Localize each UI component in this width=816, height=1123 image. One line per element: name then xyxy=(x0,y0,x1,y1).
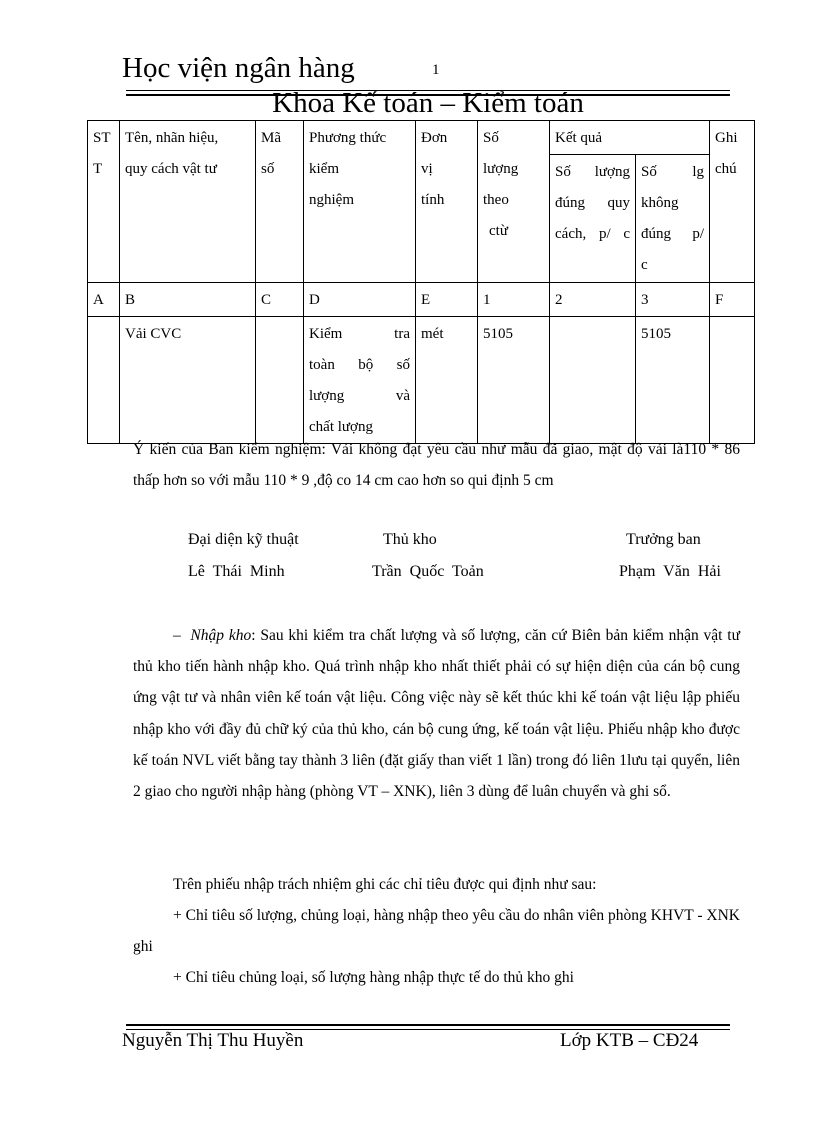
row-note xyxy=(710,317,755,444)
col-header-note: Ghi chú xyxy=(710,121,755,283)
signature-name-technical: Lê Thái Minh xyxy=(188,563,285,580)
signature-name-storekeeper: Trần Quốc Toản xyxy=(372,563,484,580)
signature-role-technical: Đại diện kỹ thuật xyxy=(188,531,299,548)
row-qty: 5105 xyxy=(478,317,550,444)
row-unit: mét xyxy=(416,317,478,444)
code-cell: 1 xyxy=(478,283,550,317)
code-cell: D xyxy=(304,283,416,317)
col-header-notok: Số lg không đúng p/ c xyxy=(636,155,710,283)
signature-role-head: Trưởng ban xyxy=(626,531,701,548)
col-header-result: Kết quả xyxy=(550,121,710,155)
code-cell: A xyxy=(88,283,120,317)
row-name: Vải CVC xyxy=(120,317,256,444)
row-method: Kiểm tra toàn bộ số lượng và chất lượng xyxy=(304,317,416,444)
footer-author: Nguyễn Thị Thu Huyền xyxy=(122,1030,304,1051)
col-header-qty: Số lượng theo ctừ xyxy=(478,121,550,283)
footer-divider-top xyxy=(126,1024,730,1026)
col-header-stt: ST T xyxy=(88,121,120,283)
table-code-row xyxy=(88,283,755,317)
row-code xyxy=(256,317,304,444)
row-stt xyxy=(88,317,120,444)
col-header-name: Tên, nhãn hiệu, quy cách vật tư xyxy=(120,121,256,283)
code-cell: B xyxy=(120,283,256,317)
row-notok: 5105 xyxy=(636,317,710,444)
table-row xyxy=(88,317,755,444)
inspection-table xyxy=(87,120,755,444)
col-header-method: Phương thức kiểm nghiệm xyxy=(304,121,416,283)
row-ok xyxy=(550,317,636,444)
code-cell: 2 xyxy=(550,283,636,317)
board-opinion: Ý kiến của Ban kiểm nghiệm: Vải không đạt yêu cầu như mẫu đã giao, mật độ vải là110 * 86 thấp hơn so với mẫu 110 * 9 ,độ co 14 cm cao hơn so qui định 5 cm xyxy=(133,441,740,490)
code-cell: 3 xyxy=(636,283,710,317)
footer-class: Lớp KTB – CĐ24 xyxy=(560,1030,699,1051)
paragraph-criteria-1: + Chỉ tiêu số lượng, chủng loại, hàng nhập theo yêu cầu do nhân viên phòng KHVT - XNK ghi xyxy=(133,907,740,956)
code-cell: F xyxy=(710,283,755,317)
signature-name-head: Phạm Văn Hải xyxy=(619,563,721,580)
paragraph-warehouse-entry: – Nhập kho: Sau khi kiểm tra chất lượng và số lượng, căn cứ Biên bản kiểm nhận vật tư thủ kho tiến hành nhập kho. Quá trình nhập kho nhất thiết phải có sự hiện diện của cán bộ cung ứng vật tư và nhân viên kế toán vật liệu. Công việc này sẽ kết thúc khi kế toán vật liệu lập phiếu nhập kho với đầy đủ chữ ký của thủ kho, cán bộ cung ứng, kế toán vật liệu. Phiếu nhập kho được kế toán NVL viết bằng tay thành 3 liên (đặt giấy than viết 1 lần) trong đó liên 1lưu tại quyển, liên 2 giao cho người nhập hàng (phòng VT – XNK), liên 3 dùng để luân chuyển và ghi sổ. xyxy=(133,627,741,801)
col-header-code: Mã số xyxy=(256,121,304,283)
col-header-unit: Đơn vị tính xyxy=(416,121,478,283)
signature-role-storekeeper: Thủ kho xyxy=(383,531,437,548)
paragraph-receipt-fields: Trên phiếu nhập trách nhiệm ghi các chỉ tiêu được qui định như sau: xyxy=(173,876,597,893)
code-cell: C xyxy=(256,283,304,317)
header-faculty: Khoa Kế toán – Kiểm toán xyxy=(272,87,584,119)
header-school: Học viện ngân hàng xyxy=(122,52,355,84)
table-header-row xyxy=(88,121,755,155)
paragraph-criteria-2: + Chỉ tiêu chủng loại, số lượng hàng nhập thực tế do thủ kho ghi xyxy=(173,969,574,986)
col-header-ok: Số lượng đúng quy cách, p/ c xyxy=(550,155,636,283)
page-number: 1 xyxy=(432,62,440,78)
term-warehouse-entry: Nhập kho xyxy=(190,627,252,644)
code-cell: E xyxy=(416,283,478,317)
